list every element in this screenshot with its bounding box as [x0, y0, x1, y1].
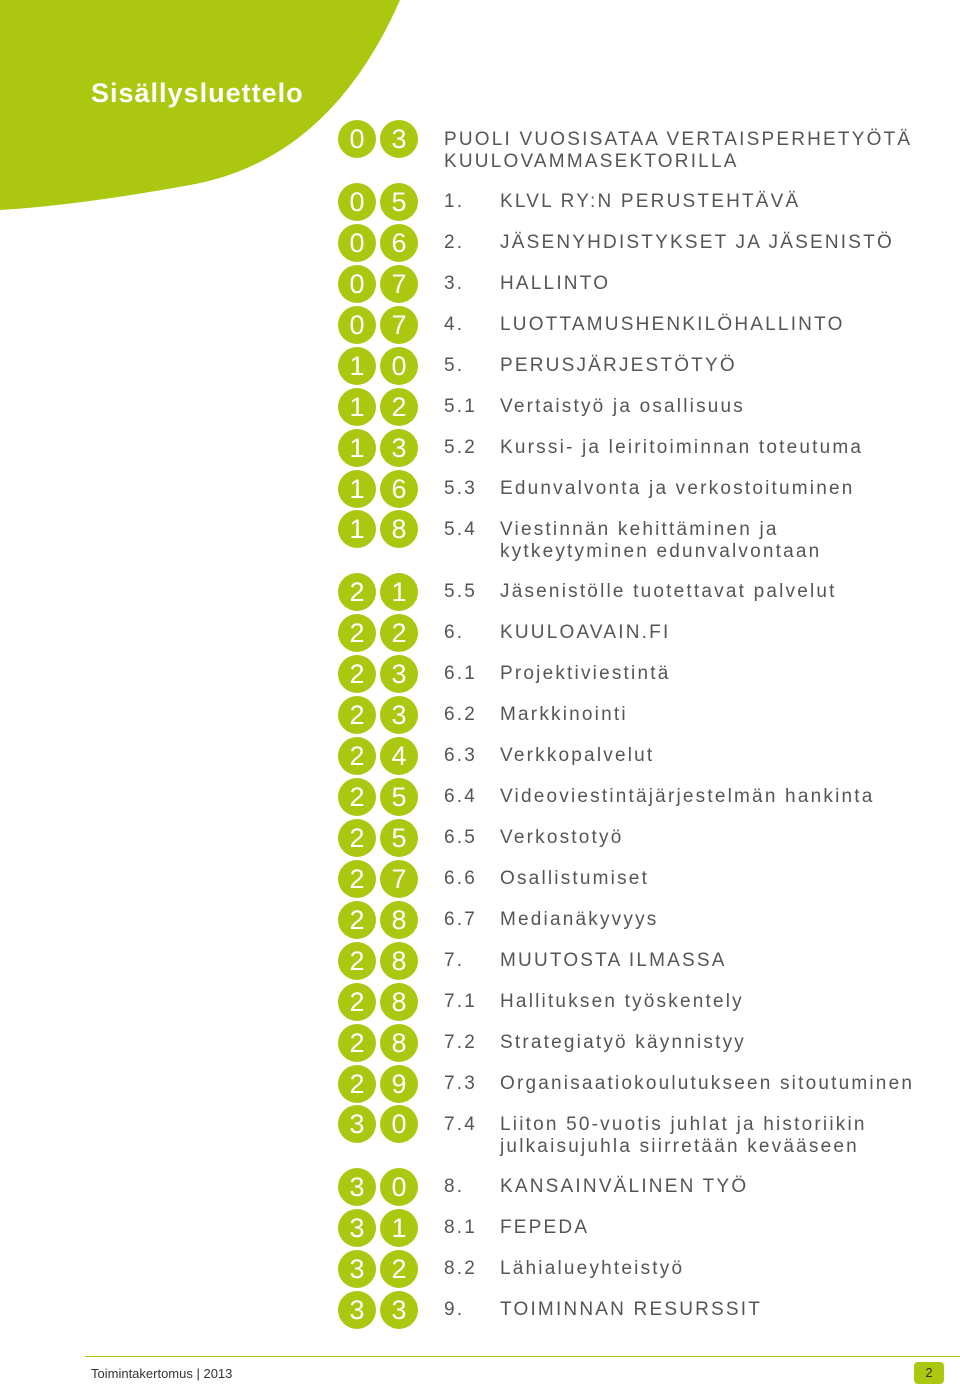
section-number: 6.5	[444, 827, 478, 848]
page-digit: 3	[338, 1168, 376, 1206]
page-number	[338, 1105, 418, 1143]
toc-entry[interactable]	[0, 572, 960, 613]
toc-entry[interactable]	[0, 510, 960, 572]
toc-entry[interactable]	[0, 1208, 960, 1249]
page-digit: 2	[338, 860, 376, 898]
toc-entry[interactable]	[0, 223, 960, 264]
footer-divider	[85, 1356, 960, 1357]
page-digit: 6	[380, 224, 418, 262]
page-digit: 0	[338, 306, 376, 344]
page-title: Sisällysluettelo	[91, 78, 304, 108]
section-title	[500, 909, 960, 931]
page-number	[338, 183, 418, 221]
page-number	[338, 737, 418, 775]
page-digit: 3	[338, 1209, 376, 1247]
section-title-line: KUULOVAMMASEKTORILLA	[444, 151, 739, 172]
section-title	[500, 355, 960, 377]
section-number: 8.2	[444, 1258, 478, 1279]
section-title-line: PUOLI VUOSISATAA VERTAISPERHETYÖTÄ	[444, 129, 913, 150]
toc-entry[interactable]	[0, 654, 960, 695]
section-title	[500, 437, 960, 459]
toc-entry[interactable]	[0, 859, 960, 900]
section-number: 5.5	[444, 581, 478, 602]
page-number	[338, 942, 418, 980]
toc-entry[interactable]	[0, 1290, 960, 1331]
section-title	[500, 314, 960, 336]
section-title-line: Osallistumiset	[500, 868, 650, 889]
page-digit: 5	[380, 778, 418, 816]
toc-entry[interactable]	[0, 305, 960, 346]
page-number	[338, 1209, 418, 1247]
toc-entry[interactable]	[0, 1249, 960, 1290]
section-title	[500, 396, 960, 418]
page-digit: 0	[380, 1168, 418, 1206]
toc-entry[interactable]	[0, 428, 960, 469]
section-number: 5.2	[444, 437, 478, 458]
page-digit: 8	[380, 510, 418, 548]
page-digit: 0	[380, 1105, 418, 1143]
section-title	[444, 129, 960, 173]
toc-entry[interactable]	[0, 1167, 960, 1208]
section-number: 6.	[444, 622, 465, 643]
page-digit: 2	[338, 901, 376, 939]
page-digit: 5	[380, 819, 418, 857]
page-digit: 2	[338, 737, 376, 775]
section-title-line: FEPEDA	[500, 1217, 590, 1238]
page-digit: 8	[380, 1024, 418, 1062]
section-title-line: Lähialueyhteistyö	[500, 1258, 685, 1279]
page-digit: 1	[338, 470, 376, 508]
section-number: 6.3	[444, 745, 478, 766]
page-number	[338, 1065, 418, 1103]
section-title-line: HALLINTO	[500, 273, 611, 294]
section-number: 7.2	[444, 1032, 478, 1053]
section-title-line: Jäsenistölle tuotettavat palvelut	[500, 581, 837, 602]
page-digit: 6	[380, 470, 418, 508]
section-title	[500, 1114, 960, 1158]
page-digit: 7	[380, 306, 418, 344]
section-title	[500, 745, 960, 767]
section-title-line: LUOTTAMUSHENKILÖHALLINTO	[500, 314, 845, 335]
section-title-line: JÄSENYHDISTYKSET JA JÄSENISTÖ	[500, 232, 894, 253]
page-digit: 2	[338, 573, 376, 611]
section-number: 5.3	[444, 478, 478, 499]
page-digit: 9	[380, 1065, 418, 1103]
section-number: 9.	[444, 1299, 465, 1320]
page-digit: 0	[338, 120, 376, 158]
section-title	[500, 704, 960, 726]
section-number: 6.2	[444, 704, 478, 725]
page-digit: 0	[380, 347, 418, 385]
toc-entry[interactable]	[0, 941, 960, 982]
toc-entry[interactable]	[0, 1064, 960, 1105]
page-number	[338, 306, 418, 344]
section-title	[500, 1032, 960, 1054]
section-title-line: KUULOAVAIN.FI	[500, 622, 671, 643]
section-number: 7.3	[444, 1073, 478, 1094]
toc-entry[interactable]	[0, 1023, 960, 1064]
section-title-line: Markkinointi	[500, 704, 628, 725]
page-digit: 3	[338, 1105, 376, 1143]
section-title	[500, 581, 960, 603]
page-digit: 3	[338, 1250, 376, 1288]
page-digit: 4	[380, 737, 418, 775]
page-digit: 2	[338, 696, 376, 734]
page-digit: 1	[338, 429, 376, 467]
section-title-line: KANSAINVÄLINEN TYÖ	[500, 1176, 749, 1197]
section-number: 3.	[444, 273, 465, 294]
page-digit: 2	[338, 655, 376, 693]
page-number	[338, 614, 418, 652]
page-digit: 3	[380, 696, 418, 734]
section-title-line: Viestinnän kehittäminen ja	[500, 519, 779, 540]
page-digit: 0	[338, 183, 376, 221]
section-title	[500, 478, 960, 500]
section-title	[500, 622, 960, 644]
page-digit: 0	[338, 224, 376, 262]
page-digit: 7	[380, 860, 418, 898]
section-title	[500, 232, 960, 254]
page-digit: 1	[338, 388, 376, 426]
page-number	[338, 655, 418, 693]
page-number	[338, 1291, 418, 1329]
page-digit: 2	[338, 1065, 376, 1103]
page-digit: 8	[380, 901, 418, 939]
section-number: 6.1	[444, 663, 478, 684]
section-number: 6.6	[444, 868, 478, 889]
toc-entry[interactable]	[0, 695, 960, 736]
section-title	[500, 1258, 960, 1280]
section-title-line: julkaisujuhla siirretään kevääseen	[500, 1136, 859, 1157]
section-title-line: Verkostotyö	[500, 827, 624, 848]
page-number	[338, 429, 418, 467]
section-number: 5.4	[444, 519, 478, 540]
section-title	[500, 663, 960, 685]
section-title-line: KLVL RY:N PERUSTEHTÄVÄ	[500, 191, 801, 212]
section-title-line: Hallituksen työskentely	[500, 991, 744, 1012]
toc-entry[interactable]	[0, 982, 960, 1023]
page-digit: 3	[380, 120, 418, 158]
section-number: 8.1	[444, 1217, 478, 1238]
section-title-line: Organisaatiokoulutukseen sitoutuminen	[500, 1073, 915, 1094]
section-title-line: Medianäkyvyys	[500, 909, 659, 930]
section-number: 2.	[444, 232, 465, 253]
section-title	[500, 1217, 960, 1239]
section-number: 7.	[444, 950, 465, 971]
section-number: 6.4	[444, 786, 478, 807]
page-digit: 0	[338, 265, 376, 303]
section-title-line: Liiton 50-vuotis juhlat ja historiikin	[500, 1114, 867, 1135]
toc-entry[interactable]	[0, 1105, 960, 1167]
section-title-line: Vertaistyö ja osallisuus	[500, 396, 746, 417]
section-title-line: TOIMINNAN RESURSSIT	[500, 1299, 763, 1320]
section-title	[500, 519, 960, 563]
page-number	[338, 573, 418, 611]
page-number	[338, 510, 418, 548]
page-digit: 2	[338, 614, 376, 652]
section-title	[500, 950, 960, 972]
toc-entry[interactable]	[0, 900, 960, 941]
section-title-line: PERUSJÄRJESTÖTYÖ	[500, 355, 737, 376]
section-title-line: Edunvalvonta ja verkostoituminen	[500, 478, 855, 499]
page-digit: 8	[380, 983, 418, 1021]
page-digit: 2	[338, 819, 376, 857]
section-number: 5.1	[444, 396, 478, 417]
toc-entry[interactable]	[0, 736, 960, 777]
toc-entry[interactable]	[0, 264, 960, 305]
section-title	[500, 786, 960, 808]
page-digit: 5	[380, 183, 418, 221]
page-number	[338, 1168, 418, 1206]
page-digit: 3	[380, 655, 418, 693]
page-number-badge: 2	[914, 1362, 944, 1384]
toc-entry[interactable]	[0, 346, 960, 387]
footer-document-title: Toimintakertomus | 2013	[91, 1366, 233, 1381]
toc-entry[interactable]	[0, 182, 960, 223]
page-number	[338, 696, 418, 734]
section-title	[500, 1176, 960, 1198]
page-number	[338, 778, 418, 816]
page-digit: 1	[380, 1209, 418, 1247]
page-digit: 2	[338, 1024, 376, 1062]
section-title-line: MUUTOSTA ILMASSA	[500, 950, 727, 971]
page-digit: 2	[380, 388, 418, 426]
toc-entry[interactable]	[0, 469, 960, 510]
page-digit: 2	[338, 983, 376, 1021]
page-number	[338, 901, 418, 939]
page-number	[338, 470, 418, 508]
page-number	[338, 1024, 418, 1062]
section-title	[500, 1299, 960, 1321]
section-number: 6.7	[444, 909, 478, 930]
page-digit: 7	[380, 265, 418, 303]
page-digit: 1	[338, 347, 376, 385]
section-title-line: Kurssi- ja leiritoiminnan toteutuma	[500, 437, 864, 458]
section-number: 7.1	[444, 991, 478, 1012]
section-number: 8.	[444, 1176, 465, 1197]
page-number	[338, 347, 418, 385]
section-title	[500, 827, 960, 849]
section-title-line: Verkkopalvelut	[500, 745, 655, 766]
toc-entry[interactable]	[0, 818, 960, 859]
page-number	[338, 983, 418, 1021]
page-number	[338, 265, 418, 303]
page-digit: 3	[338, 1291, 376, 1329]
section-number: 1.	[444, 191, 465, 212]
section-title	[500, 1073, 960, 1095]
page-number	[338, 1250, 418, 1288]
toc-entry[interactable]	[0, 387, 960, 428]
section-title	[500, 991, 960, 1013]
section-title	[500, 868, 960, 890]
page-digit: 1	[338, 510, 376, 548]
page-number	[338, 860, 418, 898]
section-title	[500, 191, 960, 213]
page-digit: 8	[380, 942, 418, 980]
toc-entry[interactable]	[0, 613, 960, 654]
page-digit: 1	[380, 573, 418, 611]
page-digit: 2	[380, 1250, 418, 1288]
section-title-line: Strategiatyö käynnistyy	[500, 1032, 746, 1053]
section-number: 7.4	[444, 1114, 478, 1135]
page-number	[338, 120, 418, 158]
page-number	[338, 224, 418, 262]
page-number	[338, 819, 418, 857]
page-digit: 3	[380, 1291, 418, 1329]
page-digit: 2	[380, 614, 418, 652]
page-number	[338, 388, 418, 426]
page-digit: 3	[380, 429, 418, 467]
section-title-line: Projektiviestintä	[500, 663, 671, 684]
page-digit: 2	[338, 778, 376, 816]
section-number: 4.	[444, 314, 465, 335]
section-title-line: Videoviestintäjärjestelmän hankinta	[500, 786, 875, 807]
page-digit: 2	[338, 942, 376, 980]
section-number: 5.	[444, 355, 465, 376]
section-title-line: kytkeytyminen edunvalvontaan	[500, 541, 822, 562]
section-title	[500, 273, 960, 295]
toc-entry[interactable]	[0, 120, 960, 182]
toc-entry[interactable]	[0, 777, 960, 818]
